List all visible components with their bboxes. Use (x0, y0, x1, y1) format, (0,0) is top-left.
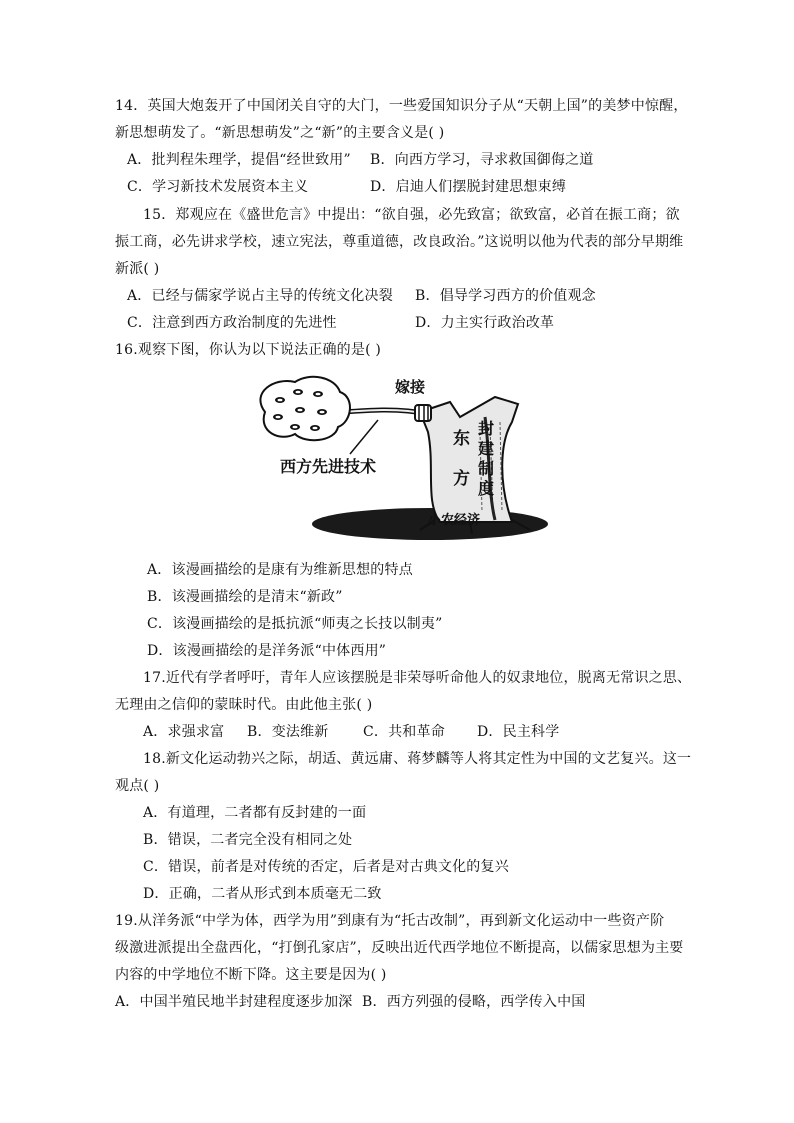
q14-option-a: A．批判程朱理学，提倡“经世致用” (127, 152, 351, 168)
label-east-2: 方 (453, 469, 470, 489)
label-feudal-system: 封建制度 (478, 419, 495, 498)
q17-stem-line2: 无理由之信仰的蒙昧时代。由此他主张( ) (115, 697, 373, 713)
q14-option-d: D．启迪人们摆脱封建思想束缚 (370, 179, 567, 195)
label-graft: 嫁接 (395, 378, 426, 396)
q18-option-b: B．错误，二者完全没有相同之处 (143, 832, 353, 848)
label-small-peasant-economy: 小农经济 (428, 513, 481, 528)
q15-option-a: A．已经与儒家学说占主导的传统文化决裂 (127, 288, 393, 304)
pointer-line (350, 420, 378, 454)
q15-stem-line1: 15．郑观应在《盛世危言》中提出：“欲自强，必先致富；欲致富，必首在振工商；欲 (143, 207, 680, 223)
q19-stem-line2: 级激进派提出全盘西化，“打倒孔家店”，反映出近代西学地位不断提高，以儒家思想为主要 (115, 940, 684, 956)
q18-option-a: A．有道理，二者都有反封建的一面 (143, 805, 367, 821)
q14-option-c: C．学习新技术发展资本主义 (127, 179, 309, 195)
tree-trunk (420, 397, 518, 522)
q17-option-c: C．共和革命 (363, 724, 445, 740)
q18-option-d: D．正确，二者从形式到本质毫无二致 (143, 886, 382, 902)
q17-option-d: D．民主科学 (477, 724, 560, 740)
q19-option-a: A．中国半殖民地半封建程度逐步加深 (115, 994, 353, 1010)
q15-stem-line3: 新派( ) (115, 261, 160, 277)
q15-stem-line2: 振工商，必先讲求学校，速立宪法，尊重道德，改良政治。”这说明以他为代表的部分早期维 (115, 234, 684, 250)
q14-stem-line1: 14．英国大炮轰开了中国闭关自守的大门，一些爱国知识分子从“天朝上国”的美梦中惊醒， (115, 98, 688, 114)
q17-option-b: B．变法维新 (247, 724, 329, 740)
q18-stem-line1: 18.新文化运动勃兴之际，胡适、黄远庸、蒋梦麟等人将其定性为中国的文艺复兴。这一 (143, 751, 692, 767)
q15-option-c: C．注意到西方政治制度的先进性 (127, 315, 337, 331)
q14-option-b: B．向西方学习，寻求救国御侮之道 (370, 152, 594, 168)
label-east: 东 (453, 429, 470, 449)
q16-option-d: D．该漫画描绘的是洋务派“中体西用” (147, 643, 387, 659)
q17-option-a: A．求强求富 (143, 724, 225, 740)
q16-option-b: B．该漫画描绘的是清末“新政” (147, 589, 343, 605)
grafting-tree-cartoon (250, 372, 550, 542)
q17-stem-line1: 17.近代有学者呼吁，青年人应该摆脱是非荣辱听命他人的奴隶地位，脱离无常识之思、 (143, 670, 692, 686)
fruit-cloud (260, 377, 350, 440)
q19-stem-line3: 内容的中学地位不断下降。这主要是因为( ) (115, 967, 387, 983)
label-western-tech: 西方先进技术 (280, 457, 377, 476)
q15-option-d: D．力主实行政治改革 (415, 315, 555, 331)
q18-stem-line2: 观点( ) (115, 778, 160, 794)
q18-option-c: C．错误，前者是对传统的否定，后者是对古典文化的复兴 (143, 859, 509, 875)
q19-option-b: B．西方列强的侵略，西学传入中国 (362, 994, 586, 1010)
q15-option-b: B．倡导学习西方的价值观念 (415, 288, 596, 304)
q14-stem-line2: 新思想萌发了。“新思想萌发”之“新”的主要含义是( ) (115, 125, 445, 141)
q16-option-a: A．该漫画描绘的是康有为维新思想的特点 (147, 562, 413, 578)
q19-stem-line1: 19.从洋务派“中学为体，西学为用”到康有为“托古改制”，再到新文化运动中一些资产阶 (115, 913, 665, 929)
q16-option-c: C．该漫画描绘的是抵抗派“师夷之长技以制夷” (147, 616, 443, 632)
q16-stem: 16.观察下图，你认为以下说法正确的是( ) (115, 342, 382, 358)
